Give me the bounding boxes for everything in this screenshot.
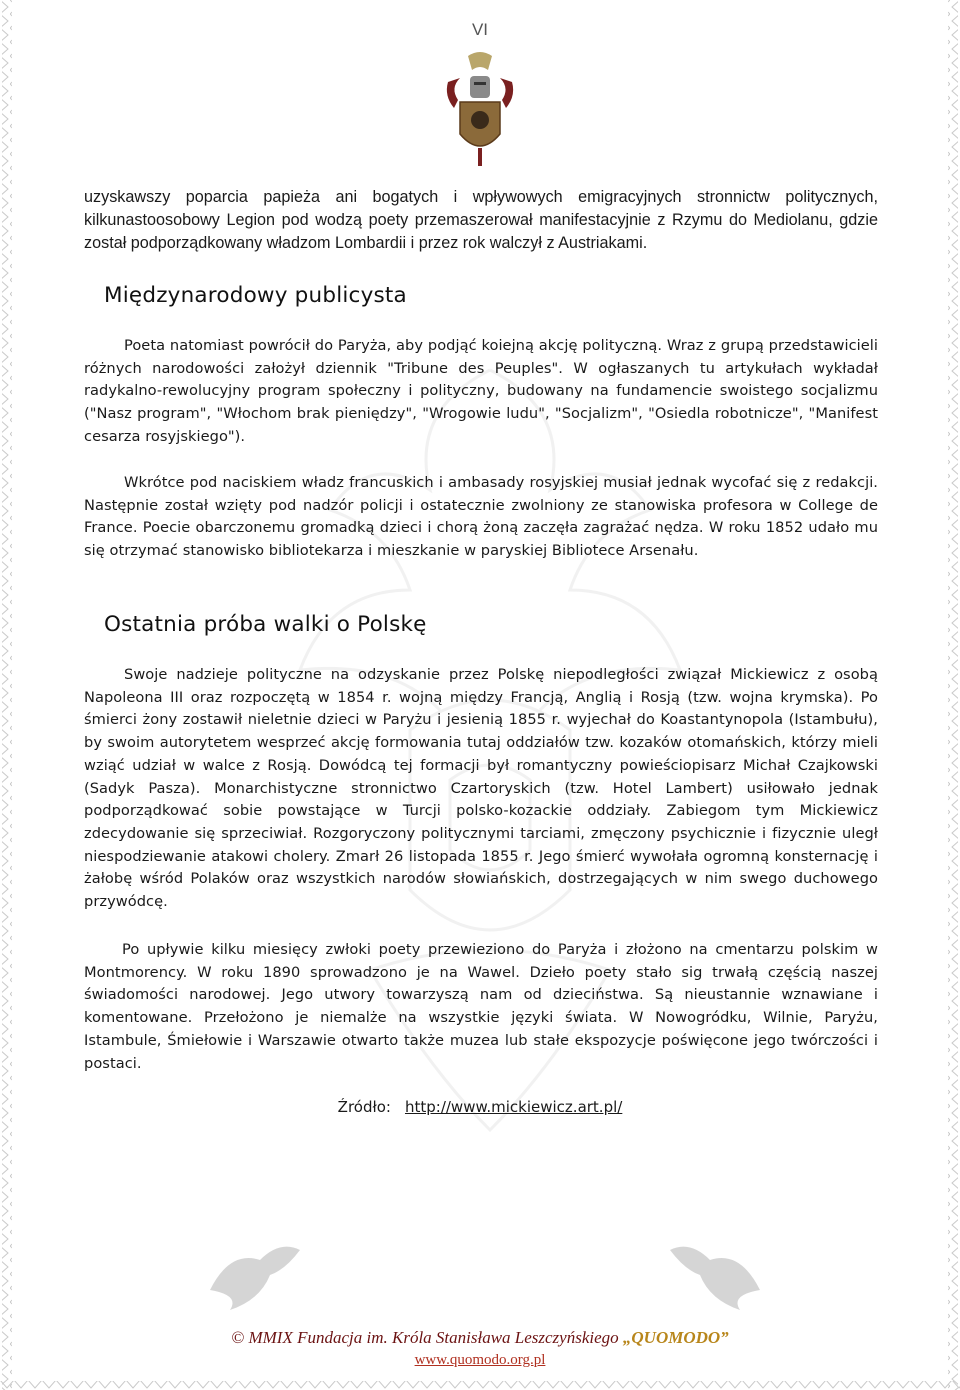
section1-paragraph-1: Poeta natomiast powrócił do Paryża, aby podjąć koiejną akcję polityczną. Wraz z grupą przedstawicieli różnych narodowości założył dziennik "Tribune des Peuples". W ogłaszanych tu artykułach wykładał radykalno-rewolucyjny program społeczny i polityczny, budowany na fundamencie swoistego socjalizmu ("Nasz program", "Włochom brak pieniędzy", "Wrogowie ludu", "Socjalizm", "Osiedla robotnicze", "Manifest cesarza rosyjskiego").: [84, 337, 878, 445]
intro-paragraph: uzyskawszy poparcia papieża ani bogatych i wpływowych emigracyjnych stronnictw politycznych, kilkunastoosobowy Legion pod wodzą poety przemaszerował manifestacyjnie z Rzymu do Mediolanu, gdzie został podporządkowany władzom Lombardii i przez rok walczył z Austriakami.: [84, 188, 878, 252]
footer-url-link[interactable]: www.quomodo.org.pl: [414, 1352, 546, 1368]
section-heading-publicist: Międzynarodowy publicysta: [104, 283, 407, 308]
source-line: [0, 1098, 960, 1116]
footer-copyright: [0, 1328, 960, 1348]
bird-ornament-icon: [200, 1230, 310, 1325]
section2-paragraph-2: Po upływie kilku miesięcy zwłoki poety przewieziono do Paryża i złożono na cmentarzu polskim w Montmorency. W roku 1890 sprowadzono je na Wawel. Dzieło poety stało sig trwałą częścią naszej świadomości narodowej. Jego utwory towarzyszą nam od dzieciństwa. Są nieustannie wznawiane i komentowane. Przełożono je niemalże na wszystkie języki świata. W Nowogródku, Wilnie, Paryżu, Istambule, Śmiełowie i Warszawie otwarto także muzea lub stałe ekspozycje poświęcone jego twórczości i postaci.: [84, 941, 878, 1072]
coat-of-arms-icon: [430, 48, 530, 168]
footer-prefix: © MMIX Fundacja im. Króla Stanisława Leszczyńskiego: [231, 1328, 623, 1347]
source-link[interactable]: http://www.mickiewicz.art.pl/: [404, 1098, 623, 1116]
source-label: Źródło:: [337, 1098, 391, 1116]
section-heading-last-attempt: Ostatnia próba walki o Polskę: [104, 612, 427, 637]
page-number: VI: [471, 20, 489, 39]
bird-ornament-icon: [660, 1230, 770, 1325]
section1-paragraph-2: Wkrótce pod naciskiem władz francuskich i ambasady rosyjskiej musiał jednak wycofać się z redakcji. Następnie został wzięty pod nadzór policji i ostatecznie zwolniony ze stanowiska profesora w College de France. Poecie obarczonemu gromadką dzieci i chorą żoną zaczęła zagrażać nędza. W roku 1852 udało mu się otrzymać stanowisko bibliotekarza i mieszkanie w paryskiej Bibliotece Arsenału.: [84, 474, 878, 560]
footer-brand: „QUOMODO”: [622, 1328, 729, 1347]
section2-paragraph-1: Swoje nadzieje polityczne na odzyskanie przez Polskę niepodległości związał Mickiewicz z osobą Napoleona III oraz rozpoczętą w 1854 r. wojną między Francją, Anglią i Rosją (tzw. wojna krymska). Po śmierci żony zostawił nieletnie dzieci w Paryżu i jesienią 1855 r. wyjechał do Koastantynopola (Istambułu), by swoim autorytetem wesprzeć akcję formowania tutaj oddziałów tzw. kozaków otomańskich, którzy mieli wziąć udział w walce z Rosją. Dowódcą tej formacji był romantyczny powieściopisarz Michał Czajkowski (Sadyk Pasza). Monarchistyczne stronnictwo Czartoryskich (tzw. Hotel Lambert) usiłowało jednak podporządkować sobie powstające w Turcji polsko-kozackie oddziały. Zabiegom tym Mickiewicz zdecydowanie się sprzeciwiał. Rozgoryczony politycznymi tarciami, zmęczony psychicznie i fizycznie uległ niespodziewanie atakowi cholery. Zmarł 26 listopada 1855 r. Jego śmierć wywołała ogromną konsternację i żałobę wśród Polaków oraz wszystkich narodów słowiańskich, dostrzegających w nim swego duchowego przywódcę.: [84, 666, 878, 911]
